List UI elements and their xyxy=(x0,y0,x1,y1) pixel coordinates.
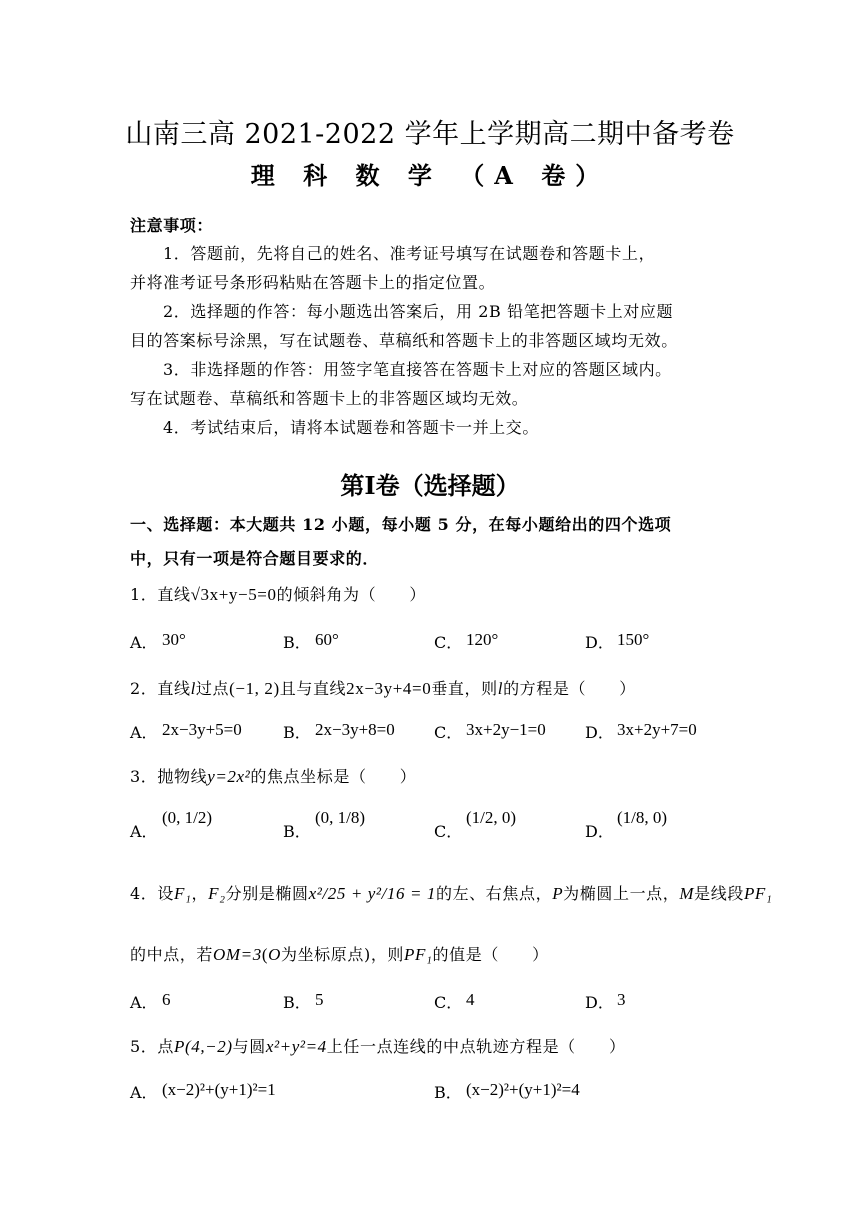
q2-option-c-label: C． xyxy=(434,723,463,742)
q1-option-d: 150° xyxy=(617,630,650,649)
q4-option-b: 5 xyxy=(315,990,324,1009)
q4-option-a-label: A． xyxy=(130,993,158,1012)
q4-om: OM=3 xyxy=(213,945,262,964)
question-5-stem xyxy=(130,1034,626,1057)
q5-circle: x²+y²=4 xyxy=(265,1037,327,1056)
q4-mid-4: 是线段 xyxy=(694,884,744,903)
exam-title: 山南三高 2021-2022 学年上学期高二期中备考卷 xyxy=(125,119,735,150)
q2-prefix: 2．直线 xyxy=(130,679,191,698)
q1-option-a-label: A． xyxy=(130,633,158,652)
q1-suffix: 的倾斜角为（ ） xyxy=(276,585,426,604)
q1-option-b: 60° xyxy=(315,630,339,649)
q4-m: M xyxy=(679,884,695,903)
q3-option-a-label: A． xyxy=(130,822,158,841)
q3-option-a: (0, 1/2) xyxy=(162,808,213,827)
notice-item-4: 4．考试结束后，请将本试题卷和答题卡一并上交。 xyxy=(163,418,539,437)
q4-option-c-label: C． xyxy=(434,993,463,1012)
q2-option-d: 3x+2y+7=0 xyxy=(617,720,697,739)
q2-option-d-label: D． xyxy=(585,723,614,742)
q3-option-c: (1/2, 0) xyxy=(466,808,517,827)
q4-f2: F₂ xyxy=(208,884,226,903)
q4-mid-3: 为椭圆上一点， xyxy=(563,884,680,903)
q4-f1: F₁ xyxy=(173,884,192,903)
q1-option-b-label: B． xyxy=(283,633,311,652)
q2-var-l: l xyxy=(190,679,196,698)
question-3-stem xyxy=(130,764,416,787)
q4-pf1-2: PF₁ xyxy=(404,945,433,964)
q4-mid-2: 的左、右焦点， xyxy=(435,884,553,903)
q2-var-l-2: l xyxy=(497,679,504,698)
q5-option-b-label: B． xyxy=(434,1083,462,1102)
q5-option-a: (x−2)²+(y+1)²=1 xyxy=(162,1080,276,1099)
q2-option-a-label: A． xyxy=(130,723,158,742)
q4-pf1: PF₁ xyxy=(743,884,773,903)
q1-option-a: 30° xyxy=(162,630,186,649)
q3-option-d: (1/8, 0) xyxy=(617,808,668,827)
q4-origin-text: 为坐标原点)，则 xyxy=(280,945,405,964)
question-4-stem-line-2 xyxy=(130,942,549,965)
section-title: 第Ⅰ卷（选择题） xyxy=(340,471,520,500)
q2-line: 2x−3y+4=0 xyxy=(346,679,432,698)
q4-o: O xyxy=(268,945,281,964)
q5-mid: 与圆 xyxy=(232,1037,266,1056)
q1-option-c: 120° xyxy=(466,630,499,649)
q3-equation: y=2x² xyxy=(207,767,251,786)
q4-paren-open: ( xyxy=(261,945,269,964)
q5-option-b: (x−2)²+(y+1)²=4 xyxy=(466,1080,580,1099)
q4-prefix: 4．设 xyxy=(130,884,174,903)
q4-ellipse: x²/25 + y²/16 = 1 xyxy=(308,884,436,903)
notice-item-1-line-2: 并将准考证号条形码粘贴在答题卡上的指定位置。 xyxy=(130,273,496,292)
q4-line-2-suffix: 的值是（ ） xyxy=(432,945,549,964)
q4-option-c: 4 xyxy=(466,990,475,1009)
notice-item-3-line-1: 3．非选择题的作答：用签字笔直接答在答题卡上对应的答题区域内。 xyxy=(163,360,672,379)
q4-separator: ， xyxy=(191,884,209,903)
q4-option-b-label: B． xyxy=(283,993,311,1012)
q2-mid-4: 的方程是（ ） xyxy=(503,679,636,698)
q4-line-2-prefix: 的中点，若 xyxy=(130,945,214,964)
q3-suffix: 的焦点坐标是（ ） xyxy=(250,767,417,786)
q5-prefix: 5．点 xyxy=(130,1037,174,1056)
q3-option-b-label: B． xyxy=(283,822,311,841)
notice-item-3-line-2: 写在试题卷、草稿纸和答题卡上的非答题区域均无效。 xyxy=(130,389,529,408)
q4-mid-1: 分别是椭圆 xyxy=(225,884,309,903)
q3-option-d-label: D． xyxy=(585,822,614,841)
question-2-stem xyxy=(130,676,636,699)
section-instructions-line-2: 中，只有一项是符合题目要求的． xyxy=(130,549,380,568)
q2-option-b-label: B． xyxy=(283,723,311,742)
q4-option-a: 6 xyxy=(162,990,171,1009)
notice-item-2-line-1: 2．选择题的作答：每小题选出答案后，用 2B 铅笔把答题卡上对应题 xyxy=(163,302,674,321)
q4-p: P xyxy=(552,884,564,903)
q2-option-a: 2x−3y+5=0 xyxy=(162,720,242,739)
notice-heading: 注意事项： xyxy=(130,216,214,235)
q5-point: P(4,−2) xyxy=(173,1037,233,1056)
q1-option-d-label: D． xyxy=(585,633,614,652)
q2-point: (−1, 2) xyxy=(229,679,280,698)
section-instructions-line-1: 一、选择题：本大题共 12 小题，每小题 5 分，在每小题给出的四个选项 xyxy=(130,515,672,534)
q3-option-b: (0, 1/8) xyxy=(315,808,366,827)
q2-mid-1: 过点 xyxy=(195,679,230,698)
q2-option-b: 2x−3y+8=0 xyxy=(315,720,395,739)
q2-mid-2: 且与直线 xyxy=(279,679,347,698)
q5-suffix: 上任一点连线的中点轨迹方程是（ ） xyxy=(326,1037,626,1056)
question-1-stem xyxy=(130,582,426,605)
q4-option-d-label: D． xyxy=(585,993,614,1012)
q5-option-a-label: A． xyxy=(130,1083,158,1102)
q3-prefix: 3．抛物线 xyxy=(130,767,208,786)
notice-item-2-line-2: 目的答案标号涂黑，写在试题卷、草稿纸和答题卡上的非答题区域均无效。 xyxy=(130,331,678,350)
q3-option-c-label: C． xyxy=(434,822,463,841)
exam-subtitle: 理 科 数 学 （A 卷） xyxy=(250,161,610,190)
notice-item-1-line-1: 1．答题前，先将自己的姓名、准考证号填写在试题卷和答题卡上， xyxy=(163,244,656,263)
q1-equation: √3x+y−5=0 xyxy=(190,585,277,604)
q2-option-c: 3x+2y−1=0 xyxy=(466,720,546,739)
q2-mid-3: 垂直，则 xyxy=(431,679,498,698)
q4-option-d: 3 xyxy=(617,990,626,1009)
q1-option-c-label: C． xyxy=(434,633,463,652)
q1-prefix: 1．直线 xyxy=(130,585,191,604)
question-4-stem-line-1 xyxy=(130,878,772,910)
